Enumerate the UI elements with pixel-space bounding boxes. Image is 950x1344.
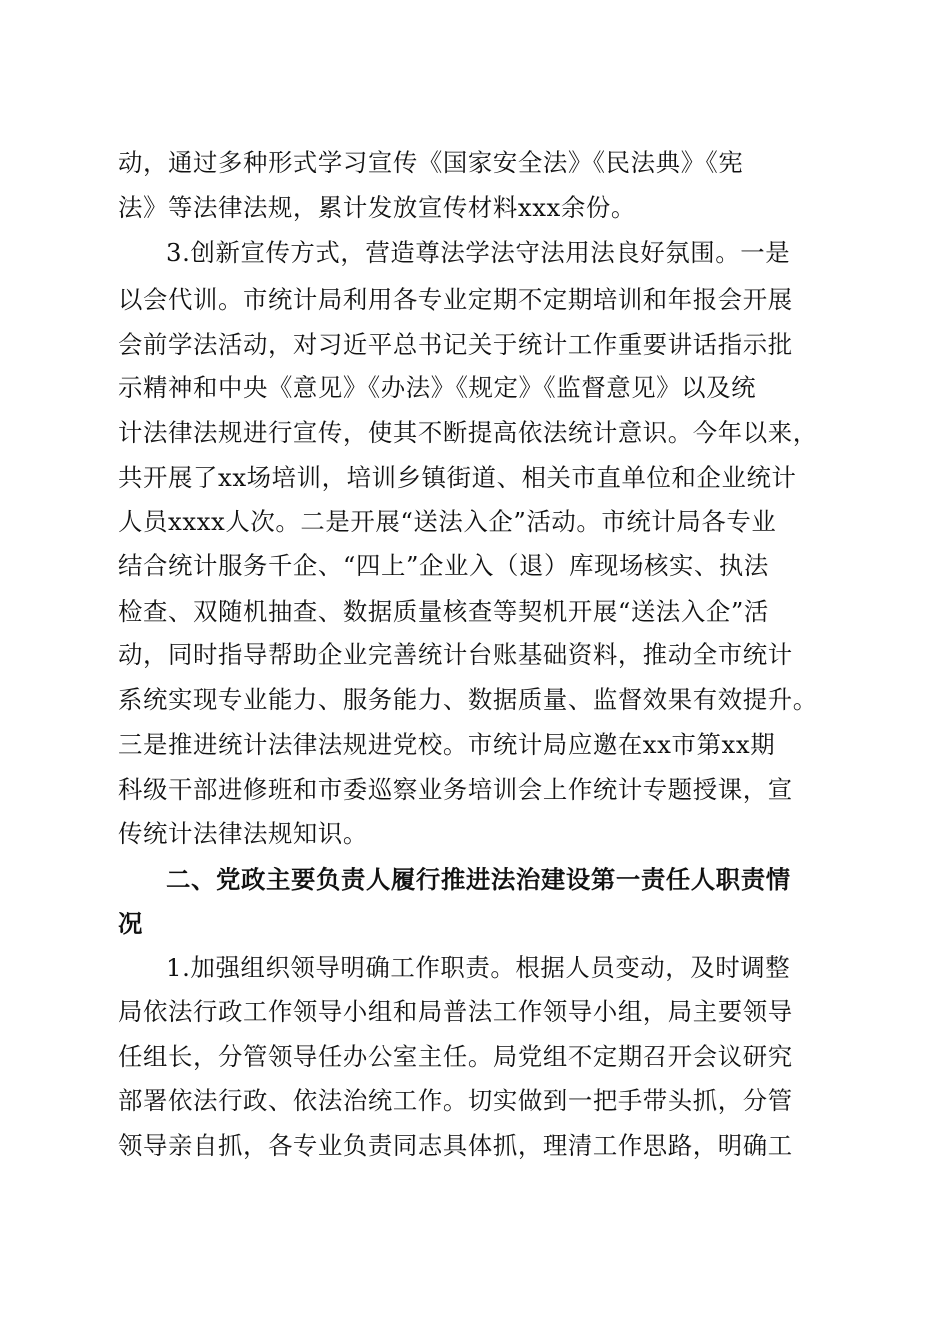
body-text-line: 会前学法活动，对习近平总书记关于统计工作重要讲话指示批	[118, 330, 793, 359]
body-text-line: 局依法行政工作领导小组和局普法工作领导小组，局主要领导	[118, 997, 793, 1026]
body-text-line: 共开展了xx场培训，培训乡镇街道、相关市直单位和企业统计	[118, 463, 797, 492]
body-text-line: 科级干部进修班和市委巡察业务培训会上作统计专题授课，宣	[118, 775, 793, 804]
section-heading: 二、党政主要负责人履行推进法治建设第一责任人职责情	[166, 865, 791, 894]
body-text-line: 示精神和中央《意见》《办法》《规定》《监督意见》以及统	[118, 373, 757, 402]
body-text-line: 任组长，分管领导任办公室主任。局党组不定期召开会议研究	[118, 1042, 793, 1071]
body-text-line: 法》等法律法规，累计发放宣传材料xxx余份。	[118, 193, 636, 222]
paragraph-first-line: 3.创新宣传方式，营造尊法学法守法用法良好氛围。一是	[166, 238, 791, 267]
body-text-line: 动，同时指导帮助企业完善统计台账基础资料，推动全市统计	[118, 640, 793, 669]
body-text-line: 动，通过多种形式学习宣传《国家安全法》《民法典》《宪	[118, 148, 744, 177]
body-text-line: 传统计法律法规知识。	[118, 819, 368, 848]
body-text-line: 结合统计服务千企、“四上”企业入（退）库现场核实、执法	[118, 551, 769, 580]
section-heading-continuation: 况	[118, 909, 143, 938]
body-text-line: 系统实现专业能力、服务能力、数据质量、监督效果有效提升。	[118, 685, 818, 714]
body-text-line: 人员xxxx人次。二是开展“送法入企”活动。市统计局各专业	[118, 507, 777, 536]
body-text-line: 以会代训。市统计局利用各专业定期不定期培训和年报会开展	[118, 285, 793, 314]
body-text-line: 领导亲自抓，各专业负责同志具体抓，理清工作思路，明确工	[118, 1131, 793, 1160]
body-text-line: 部署依法行政、依法治统工作。切实做到一把手带头抓，分管	[118, 1086, 793, 1115]
paragraph-first-line: 1.加强组织领导明确工作职责。根据人员变动，及时调整	[166, 953, 791, 982]
body-text-line: 计法律法规进行宣传，使其不断提高依法统计意识。今年以来，	[118, 418, 818, 447]
body-text-line: 检查、双随机抽查、数据质量核查等契机开展“送法入企”活	[118, 597, 769, 626]
body-text-line: 三是推进统计法律法规进党校。市统计局应邀在xx市第xx期	[118, 730, 776, 759]
